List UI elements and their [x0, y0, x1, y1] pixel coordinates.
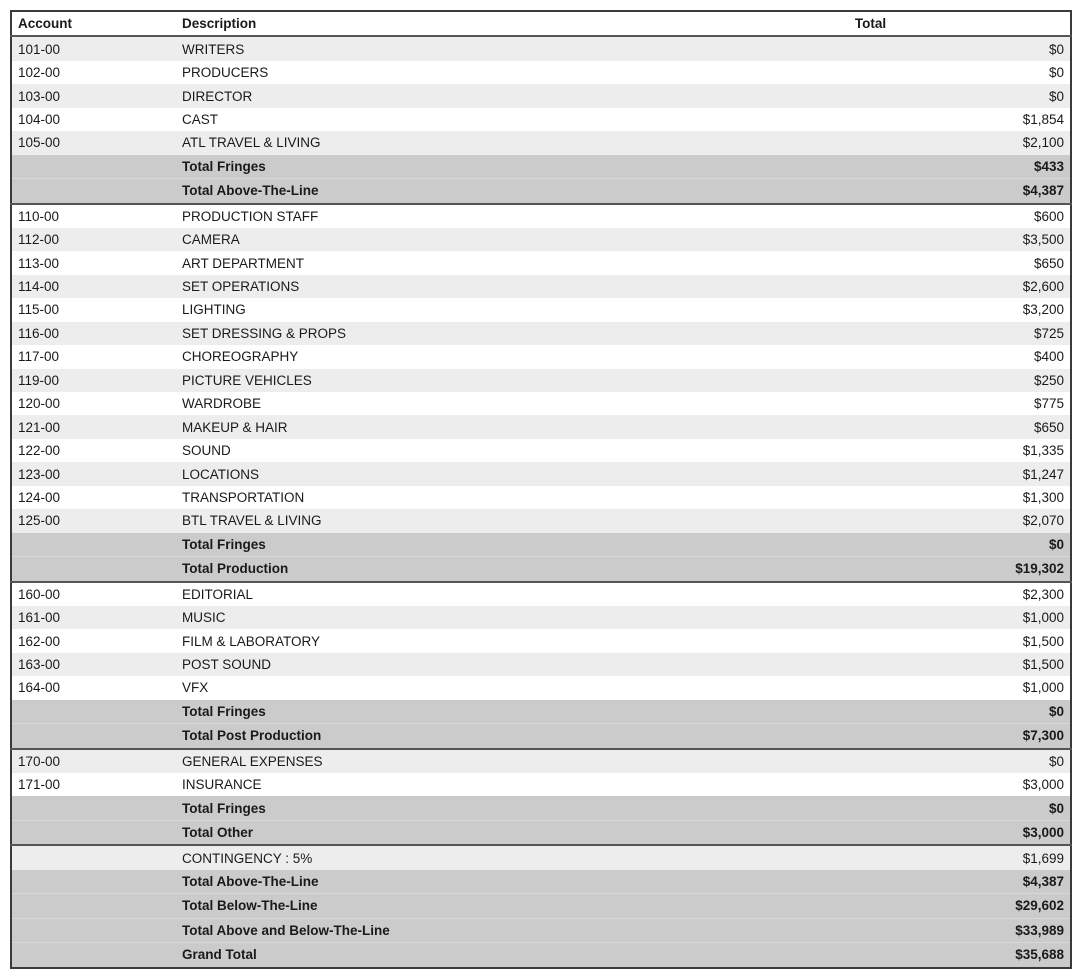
- account-cell: 115-00: [18, 302, 60, 318]
- total-cell: $1,699: [671, 845, 1071, 869]
- description-cell: ATL TRAVEL & LIVING: [176, 131, 671, 154]
- table-row: [11, 509, 1071, 532]
- description-cell: CAMERA: [176, 228, 671, 251]
- table-row: [11, 131, 1071, 154]
- table-header: [11, 11, 1071, 36]
- description-cell: GENERAL EXPENSES: [176, 749, 671, 773]
- total-cell: $3,500: [671, 228, 1071, 251]
- account-cell: 171-00: [18, 777, 61, 793]
- account-cell: 121-00: [11, 415, 176, 438]
- description-cell: MUSIC: [176, 606, 671, 629]
- total-row: [11, 557, 1071, 582]
- table-row: [11, 629, 1071, 652]
- total-cell: $433: [671, 155, 1071, 179]
- total-cell: $1,247: [671, 462, 1071, 485]
- account-cell: 102-00: [18, 65, 61, 81]
- total-cell: $3,000: [1022, 777, 1064, 793]
- table-row: [11, 392, 1071, 415]
- account-cell: [11, 845, 176, 869]
- table-row: [11, 84, 1071, 107]
- table-row: [11, 606, 1071, 629]
- description-cell: DIRECTOR: [176, 84, 671, 107]
- total-cell: $2,300: [671, 582, 1071, 606]
- table-row: [11, 36, 1071, 60]
- budget-table: [10, 10, 1072, 969]
- column-header-description: Description: [176, 11, 671, 36]
- table-row: [11, 676, 1071, 699]
- description-cell: SET DRESSING & PROPS: [176, 322, 671, 345]
- total-cell: $29,602: [671, 894, 1071, 918]
- account-cell: 101-00: [11, 36, 176, 60]
- account-cell: 117-00: [18, 349, 60, 365]
- total-row: [11, 700, 1071, 724]
- description-cell: Total Above and Below-The-Line: [176, 918, 671, 942]
- description-cell: Total Below-The-Line: [176, 894, 671, 918]
- description-cell: EDITORIAL: [176, 582, 671, 606]
- total-cell: $0: [671, 749, 1071, 773]
- total-cell: $0: [671, 796, 1071, 820]
- table-row: [11, 653, 1071, 676]
- total-cell: $1,335: [1022, 443, 1064, 459]
- table-row: [11, 322, 1071, 345]
- total-cell: $650: [1033, 255, 1064, 271]
- account-cell: [11, 894, 176, 918]
- total-cell: $2,100: [671, 131, 1071, 154]
- description-cell: BTL TRAVEL & LIVING: [176, 509, 671, 532]
- table-row: [11, 204, 1071, 228]
- account-cell: [11, 179, 176, 204]
- account-cell: 119-00: [11, 369, 176, 392]
- total-row: [11, 724, 1071, 749]
- total-cell: $4,387: [671, 179, 1071, 204]
- total-row: [11, 796, 1071, 820]
- description-cell: Total Fringes: [176, 700, 671, 724]
- table-row: [11, 749, 1071, 773]
- description-cell: TRANSPORTATION: [182, 489, 305, 505]
- account-cell: [11, 918, 176, 942]
- total-cell: $0: [671, 84, 1071, 107]
- table-body: [11, 36, 1071, 967]
- total-cell: $2,070: [671, 509, 1071, 532]
- total-row: [11, 155, 1071, 179]
- column-header-account: Account: [11, 11, 176, 36]
- table-row: [11, 298, 1071, 321]
- description-cell: LIGHTING: [182, 302, 246, 318]
- description-cell: PICTURE VEHICLES: [176, 369, 671, 392]
- account-cell: 103-00: [11, 84, 176, 107]
- account-cell: [11, 820, 176, 845]
- account-cell: 104-00: [18, 111, 61, 127]
- description-cell: Total Fringes: [176, 796, 671, 820]
- account-cell: [11, 557, 176, 582]
- total-row: [11, 870, 1071, 894]
- total-cell: $650: [671, 415, 1071, 438]
- total-row: [11, 894, 1071, 918]
- description-cell: Total Post Production: [176, 724, 671, 749]
- total-cell: $0: [671, 700, 1071, 724]
- table-row: [11, 345, 1071, 368]
- table-row: [11, 369, 1071, 392]
- total-cell: $400: [1033, 349, 1064, 365]
- table-row: [11, 582, 1071, 606]
- account-cell: 161-00: [11, 606, 176, 629]
- total-cell: $0: [671, 533, 1071, 557]
- account-cell: 164-00: [18, 680, 61, 696]
- total-cell: $1,500: [671, 653, 1071, 676]
- account-cell: 113-00: [18, 255, 60, 271]
- description-cell: WRITERS: [176, 36, 671, 60]
- description-cell: Total Above-The-Line: [176, 870, 671, 894]
- account-cell: 105-00: [11, 131, 176, 154]
- total-row: [11, 179, 1071, 204]
- account-cell: [11, 870, 176, 894]
- table-row: [11, 773, 1071, 796]
- total-cell: $725: [671, 322, 1071, 345]
- account-cell: 114-00: [11, 275, 176, 298]
- total-cell: $600: [671, 204, 1071, 228]
- description-cell: FILM & LABORATORY: [182, 633, 321, 649]
- total-cell: $7,300: [671, 724, 1071, 749]
- description-cell: Total Other: [176, 820, 671, 845]
- description-cell: ART DEPARTMENT: [182, 255, 305, 271]
- total-cell: $35,688: [671, 943, 1071, 968]
- description-cell: Total Above-The-Line: [176, 179, 671, 204]
- total-cell: $1,500: [1022, 633, 1064, 649]
- description-cell: INSURANCE: [182, 777, 262, 793]
- total-cell: $3,000: [671, 820, 1071, 845]
- table-row: [11, 845, 1071, 869]
- account-cell: [11, 724, 176, 749]
- account-cell: 110-00: [11, 204, 176, 228]
- total-cell: $19,302: [671, 557, 1071, 582]
- account-cell: 123-00: [11, 462, 176, 485]
- description-cell: Total Fringes: [176, 533, 671, 557]
- description-cell: POST SOUND: [176, 653, 671, 676]
- total-cell: $4,387: [671, 870, 1071, 894]
- table-row: [11, 439, 1071, 462]
- description-cell: PRODUCTION STAFF: [176, 204, 671, 228]
- table-row: [11, 228, 1071, 251]
- description-cell: VFX: [182, 680, 209, 696]
- description-cell: PRODUCERS: [182, 65, 269, 81]
- total-cell: $1,854: [1022, 111, 1064, 127]
- total-cell: $0: [1048, 65, 1064, 81]
- account-cell: [11, 796, 176, 820]
- table-row: [11, 486, 1071, 509]
- description-cell: CONTINGENCY : 5%: [176, 845, 671, 869]
- total-cell: $250: [671, 369, 1071, 392]
- table-row: [11, 462, 1071, 485]
- account-cell: [11, 700, 176, 724]
- header-row: [11, 11, 1071, 36]
- table-row: [11, 275, 1071, 298]
- total-row: [11, 820, 1071, 845]
- account-cell: 124-00: [18, 489, 61, 505]
- total-row: [11, 533, 1071, 557]
- description-cell: MAKEUP & HAIR: [176, 415, 671, 438]
- total-cell: $33,989: [671, 918, 1071, 942]
- account-cell: 122-00: [18, 443, 61, 459]
- description-cell: SET OPERATIONS: [176, 275, 671, 298]
- account-cell: [11, 155, 176, 179]
- account-cell: 163-00: [11, 653, 176, 676]
- description-cell: SOUND: [182, 443, 231, 459]
- account-cell: 160-00: [11, 582, 176, 606]
- description-cell: Total Production: [176, 557, 671, 582]
- total-cell: $2,600: [671, 275, 1071, 298]
- description-cell: CHOREOGRAPHY: [182, 349, 299, 365]
- total-row: [11, 918, 1071, 942]
- account-cell: 170-00: [11, 749, 176, 773]
- account-cell: 112-00: [11, 228, 176, 251]
- table-row: [11, 251, 1071, 274]
- total-cell: $1,000: [1022, 680, 1064, 696]
- description-cell: Grand Total: [176, 943, 671, 968]
- account-cell: 162-00: [18, 633, 61, 649]
- table-row: [11, 415, 1071, 438]
- table-row: [11, 108, 1071, 131]
- total-cell: $775: [1033, 396, 1064, 412]
- description-cell: LOCATIONS: [176, 462, 671, 485]
- description-cell: Total Fringes: [176, 155, 671, 179]
- account-cell: 125-00: [11, 509, 176, 532]
- description-cell: WARDROBE: [182, 396, 262, 412]
- total-cell: $0: [671, 36, 1071, 60]
- table-row: [11, 61, 1071, 84]
- column-header-total: Total: [671, 11, 1071, 36]
- total-cell: $1,000: [671, 606, 1071, 629]
- account-cell: 116-00: [11, 322, 176, 345]
- account-cell: [11, 533, 176, 557]
- total-cell: $3,200: [1022, 302, 1064, 318]
- total-cell: $1,300: [1022, 489, 1064, 505]
- description-cell: CAST: [182, 111, 219, 127]
- account-cell: 120-00: [18, 396, 61, 412]
